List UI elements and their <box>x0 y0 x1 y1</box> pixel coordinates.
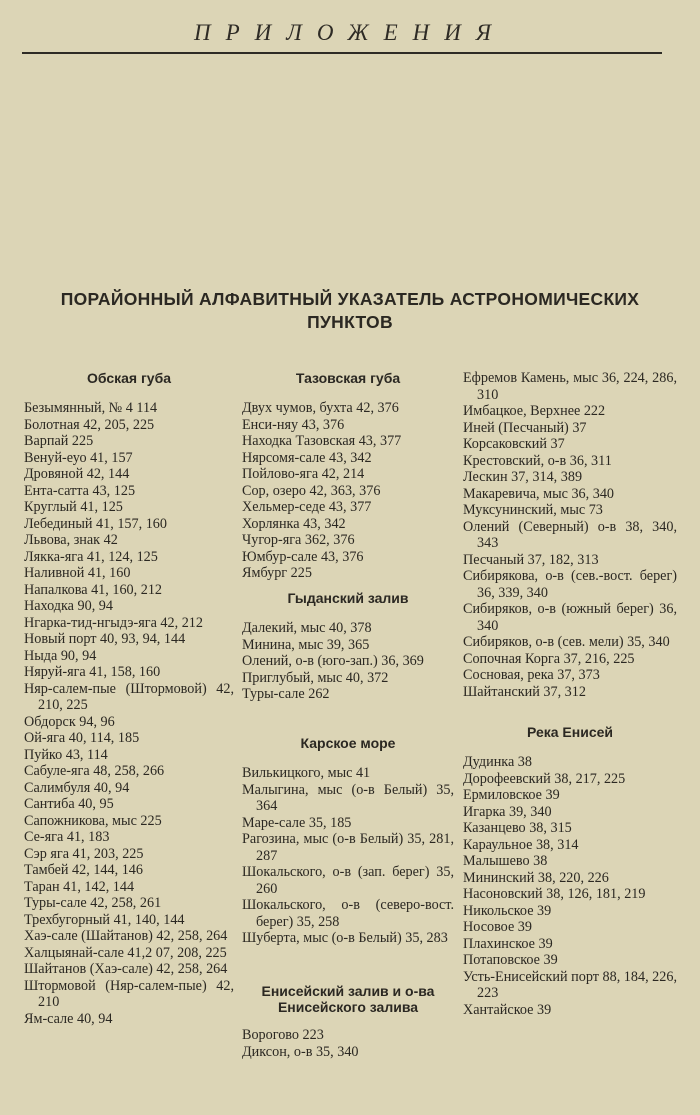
index-entry: Наливной 41, 160 <box>24 565 131 581</box>
index-entry: Новый порт 40, 93, 94, 144 <box>24 631 186 647</box>
index-entry: Носовое 39 <box>463 919 532 935</box>
index-entry: Шайтанов (Хаэ-сале) 42, 258, 264 <box>24 961 228 977</box>
index-entry: Сантиба 40, 95 <box>24 796 114 812</box>
index-entry: Лебединый 41, 157, 160 <box>24 515 167 532</box>
index-entry: Никольское 39 <box>463 902 552 919</box>
index-entry: Ворогово 223 <box>242 1027 324 1043</box>
header-rule <box>22 52 662 54</box>
index-entry: Сор, озеро 42, 363, 376 <box>242 482 381 499</box>
index-entry: Имбацкое, Верхнее 222 <box>463 403 606 419</box>
index-entry: Шокальского, о-в (северо-вост. берег) 35, 258 <box>242 897 454 930</box>
index-entry: Се-яга 41, 183 <box>24 829 110 845</box>
index-entry: Ента-сатта 43, 125 <box>24 482 136 499</box>
page-title <box>20 288 680 334</box>
section-heading: Река Енисей <box>526 724 614 740</box>
entry-list <box>242 620 454 703</box>
index-entry: Нгарка-тид-нгыдэ-яга 42, 212 <box>24 614 203 631</box>
index-entry: Иней (Песчаный) 37 <box>463 419 587 436</box>
index-entry: Пуйко 43, 114 <box>24 746 108 763</box>
index-entry: Таран 41, 142, 144 <box>24 878 135 895</box>
index-entry: Сопочная Корга 37, 216, 225 <box>463 650 635 667</box>
index-entry: Рагозина, мыс (о-в Белый) 35, 281, 287 <box>242 831 454 864</box>
section-heading: Обская губа <box>86 370 172 386</box>
index-entry: Малыгина, мыс (о-в Белый) 35, 364 <box>242 781 454 814</box>
entry-list <box>242 400 454 582</box>
index-entry: Безымянный, № 4 114 <box>24 400 158 416</box>
index-entry: Чугор-яга 362, 376 <box>242 532 355 548</box>
index-entry: Сабуле-яга 48, 258, 266 <box>24 763 165 779</box>
index-entry: Корсаковский 37 <box>463 436 565 452</box>
index-entry: Дровяной 42, 144 <box>24 466 130 482</box>
index-entry: Напалкова 41, 160, 212 <box>24 581 163 598</box>
entry-list <box>242 765 454 947</box>
index-entry: Венуй-еуо 41, 157 <box>24 449 133 466</box>
index-entry: Песчаный 37, 182, 313 <box>463 551 599 568</box>
index-entry: Нярсомя-сале 43, 342 <box>242 449 372 466</box>
index-entry: Ой-яга 40, 114, 185 <box>24 730 140 746</box>
index-entry: Вилькицкого, мыс 41 <box>242 765 371 781</box>
section-obskaya-guba <box>24 370 234 1027</box>
index-entry: Туры-сале 262 <box>242 686 330 702</box>
index-entry: Караульное 38, 314 <box>463 836 579 853</box>
index-entry: Малышево 38 <box>463 853 548 869</box>
entry-list <box>463 370 677 700</box>
index-entry: Шуберта, мыс (о-в Белый) 35, 283 <box>242 930 448 946</box>
index-entry: Круглый 41, 125 <box>24 499 123 515</box>
index-entry: Ямбург 225 <box>242 565 312 581</box>
index-entry: Сапожникова, мыс 225 <box>24 812 162 829</box>
index-entry: Болотная 42, 205, 225 <box>24 416 155 433</box>
section-tazovskaya-guba <box>242 370 454 582</box>
index-entry: Плахинское 39 <box>463 935 553 952</box>
index-entry: Приглубый, мыс 40, 372 <box>242 669 389 686</box>
section-heading: Енисейский залив и о-ва Енисейского залива <box>261 983 435 1015</box>
index-entry: Хельмер-седе 43, 377 <box>242 499 372 515</box>
entry-list <box>463 754 677 1018</box>
index-entry: Насоновский 38, 126, 181, 219 <box>463 886 646 902</box>
index-entry: Трехбугорный 41, 140, 144 <box>24 911 185 928</box>
running-head: ПРИЛОЖЕНИЯ <box>193 20 507 45</box>
index-entry: Дудинка 38 <box>463 754 532 770</box>
index-entry: Находка Тазовская 43, 377 <box>242 433 402 449</box>
index-entry: Тамбей 42, 144, 146 <box>24 862 143 878</box>
index-entry: Штормовой (Няр-салем-пые) 42, 210 <box>24 977 234 1010</box>
index-entry: Няруй-яга 41, 158, 160 <box>24 664 161 680</box>
index-entry: Енси-няу 43, 376 <box>242 416 345 433</box>
index-entry: Обдорск 94, 96 <box>24 713 115 730</box>
index-entry: Ермиловское 39 <box>463 787 560 803</box>
index-entry: Халцыянай-сале 41,2 07, 208, 225 <box>24 944 227 961</box>
index-entry: Сосновая, река 37, 373 <box>463 667 600 683</box>
index-entry: Пойлово-яга 42, 214 <box>242 466 365 482</box>
index-entry: Ям-сале 40, 94 <box>24 1010 113 1027</box>
index-entry: Мининский 38, 220, 226 <box>463 869 609 886</box>
index-entry: Диксон, о-в 35, 340 <box>242 1043 359 1060</box>
index-entry: Туры-сале 42, 258, 261 <box>24 895 162 911</box>
index-entry: Ныда 90, 94 <box>24 647 97 664</box>
entry-list <box>24 400 234 1027</box>
index-entry: Казанцево 38, 315 <box>463 820 572 836</box>
index-entry: Шокальского, о-в (зап. берег) 35, 260 <box>242 864 454 897</box>
index-entry: Сибиряков, о-в (южный берег) 36, 340 <box>463 601 677 634</box>
section-gydansky-zaliv <box>242 590 454 703</box>
section-heading: Тазовская губа <box>295 370 401 386</box>
index-entry: Усть-Енисейский порт 88, 184, 226, 223 <box>463 968 677 1001</box>
index-entry: Юмбур-сале 43, 376 <box>242 548 364 565</box>
index-entry: Маре-сале 35, 185 <box>242 814 352 831</box>
index-entry: Хаэ-сале (Шайтанов) 42, 258, 264 <box>24 928 228 944</box>
index-entry: Далекий, мыс 40, 378 <box>242 620 372 636</box>
index-entry: Хантайское 39 <box>463 1001 552 1018</box>
section-eniseysky-zaliv <box>242 983 454 1060</box>
index-entry: Сибиряков, о-в (сев. мели) 35, 340 <box>463 634 670 650</box>
index-entry: Дорофеевский 38, 217, 225 <box>463 770 626 787</box>
index-entry: Игарка 39, 340 <box>463 803 552 820</box>
index-entry: Минина, мыс 39, 365 <box>242 636 370 653</box>
section-heading: Гыданский залив <box>287 590 409 606</box>
section-reka-enisey <box>463 724 677 1018</box>
index-entry: Муксунинский, мыс 73 <box>463 502 603 518</box>
index-entry: Сэр яга 41, 203, 225 <box>24 845 144 862</box>
index-entry: Потаповское 39 <box>463 952 558 968</box>
index-entry: Ефремов Камень, мыс 36, 224, 286, 310 <box>463 370 677 403</box>
index-entry: Находка 90, 94 <box>24 598 113 614</box>
section-eniseysky-zaliv-continued <box>463 370 677 700</box>
index-entry: Лякка-яга 41, 124, 125 <box>24 548 158 565</box>
index-entry: Хорлянка 43, 342 <box>242 515 346 532</box>
title-line-1: ПОРАЙОННЫЙ АЛФАВИТНЫЙ УКАЗАТЕЛЬ АСТРОНОМИЧЕСКИХ <box>60 289 640 309</box>
entry-list <box>242 1027 454 1060</box>
index-entry: Няр-салем-пые (Штормовой) 42, 210, 225 <box>24 680 234 713</box>
index-entry: Двух чумов, бухта 42, 376 <box>242 400 399 416</box>
title-line-2: ПУНКТОВ <box>307 312 393 332</box>
index-entry: Крестовский, о-в 36, 311 <box>463 452 612 469</box>
index-entry: Олений (Северный) о-в 38, 340, 343 <box>463 518 677 551</box>
index-entry: Шайтанский 37, 312 <box>463 683 586 700</box>
index-entry: Сибирякова, о-в (сев.-вост. берег) 36, 339, 340 <box>463 568 677 601</box>
section-heading: Карское море <box>300 735 396 751</box>
index-entry: Варпай 225 <box>24 433 94 449</box>
section-karskoe-more <box>242 735 454 947</box>
index-entry: Салимбуля 40, 94 <box>24 779 130 796</box>
index-entry: Макаревича, мыс 36, 340 <box>463 485 615 502</box>
index-entry: Львова, знак 42 <box>24 532 118 548</box>
index-entry: Лескин 37, 314, 389 <box>463 469 583 485</box>
index-entry: Олений, о-в (юго-зап.) 36, 369 <box>242 653 424 669</box>
